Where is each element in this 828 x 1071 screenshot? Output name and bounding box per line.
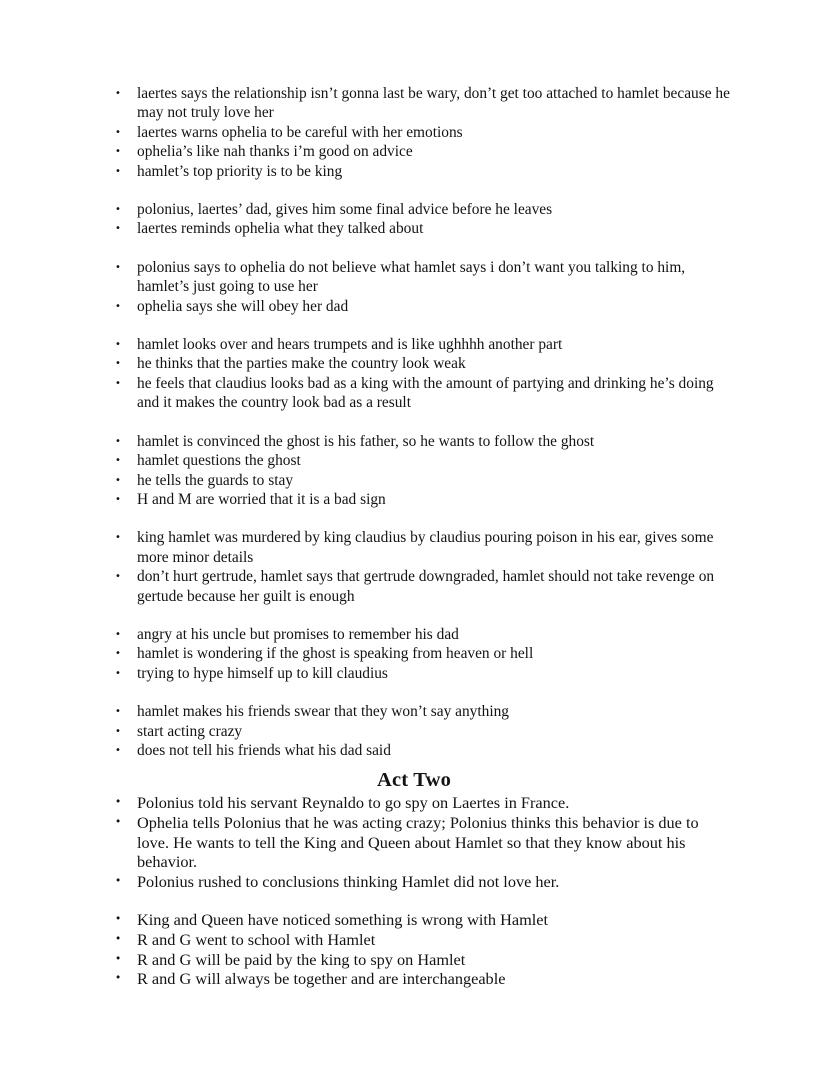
- list-item: • hamlet is wondering if the ghost is speaking from heaven or hell: [98, 644, 730, 663]
- list-item: • ophelia’s like nah thanks i’m good on advice: [98, 142, 730, 161]
- list-item: • he tells the guards to stay: [98, 471, 730, 490]
- list-item: • polonius, laertes’ dad, gives him some final advice before he leaves: [98, 200, 730, 219]
- list-item: • Polonius told his servant Reynaldo to go spy on Laertes in France.: [98, 793, 730, 813]
- list-item: • start acting crazy: [98, 722, 730, 741]
- note-list: [98, 625, 730, 683]
- list-item: • hamlet looks over and hears trumpets and is like ughhhh another part: [98, 335, 730, 354]
- bullet-group: [98, 84, 730, 181]
- note-list: [98, 432, 730, 510]
- list-item: • don’t hurt gertrude, hamlet says that gertrude downgraded, hamlet should not take revenge on gertude because her guilt is enough: [98, 567, 730, 606]
- note-list: [98, 200, 730, 239]
- list-item: • Polonius rushed to conclusions thinking Hamlet did not love her.: [98, 872, 730, 892]
- bullet-group: [98, 432, 730, 510]
- list-item: • hamlet is convinced the ghost is his father, so he wants to follow the ghost: [98, 432, 730, 451]
- note-list: [98, 258, 730, 316]
- list-item: • laertes reminds ophelia what they talked about: [98, 219, 730, 238]
- note-list: [98, 528, 730, 606]
- list-item: • hamlet questions the ghost: [98, 451, 730, 470]
- list-item: • trying to hype himself up to kill claudius: [98, 664, 730, 683]
- list-item: • hamlet makes his friends swear that they won’t say anything: [98, 702, 730, 721]
- list-item: • R and G will be paid by the king to spy on Hamlet: [98, 950, 730, 970]
- note-list: [98, 910, 730, 988]
- list-item: • does not tell his friends what his dad said: [98, 741, 730, 760]
- list-item: • polonius says to ophelia do not believe what hamlet says i don’t want you talking to him, hamlet’s just going to use her: [98, 258, 730, 297]
- bullet-group: [98, 793, 730, 891]
- bullet-group: [98, 200, 730, 239]
- bullet-group: [98, 528, 730, 606]
- bullet-group: [98, 335, 730, 413]
- list-item: • hamlet’s top priority is to be king: [98, 162, 730, 181]
- list-item: • King and Queen have noticed something is wrong with Hamlet: [98, 910, 730, 930]
- note-list: [98, 793, 730, 891]
- list-item: • laertes warns ophelia to be careful with her emotions: [98, 123, 730, 142]
- bullet-group: [98, 258, 730, 316]
- list-item: • he feels that claudius looks bad as a king with the amount of partying and drinking he’s doing and it makes the country look bad as a result: [98, 374, 730, 413]
- list-item: • H and M are worried that it is a bad sign: [98, 490, 730, 509]
- list-item: • angry at his uncle but promises to remember his dad: [98, 625, 730, 644]
- note-list: [98, 84, 730, 181]
- bullet-group: [98, 625, 730, 683]
- list-item: • Ophelia tells Polonius that he was acting crazy; Polonius thinks this behavior is due to love. He wants to tell the King and Queen about Hamlet so that they know about his behavior.: [98, 813, 730, 872]
- list-item: • R and G will always be together and are interchangeable: [98, 969, 730, 989]
- list-item: • he thinks that the parties make the country look weak: [98, 354, 730, 373]
- bullet-group: [98, 910, 730, 988]
- act-two-section: [98, 760, 730, 988]
- list-item: • R and G went to school with Hamlet: [98, 930, 730, 950]
- list-item: • ophelia says she will obey her dad: [98, 297, 730, 316]
- act-two-heading: Act Two: [376, 769, 452, 792]
- note-list: [98, 335, 730, 413]
- bullet-group: [98, 702, 730, 760]
- document-body: [98, 84, 730, 989]
- note-list: [98, 702, 730, 760]
- list-item: • king hamlet was murdered by king claudius by claudius pouring poison in his ear, gives some more minor details: [98, 528, 730, 567]
- act-one-section: [98, 84, 730, 760]
- list-item: • laertes says the relationship isn’t gonna last be wary, don’t get too attached to hamlet because he may not truly love her: [98, 84, 730, 123]
